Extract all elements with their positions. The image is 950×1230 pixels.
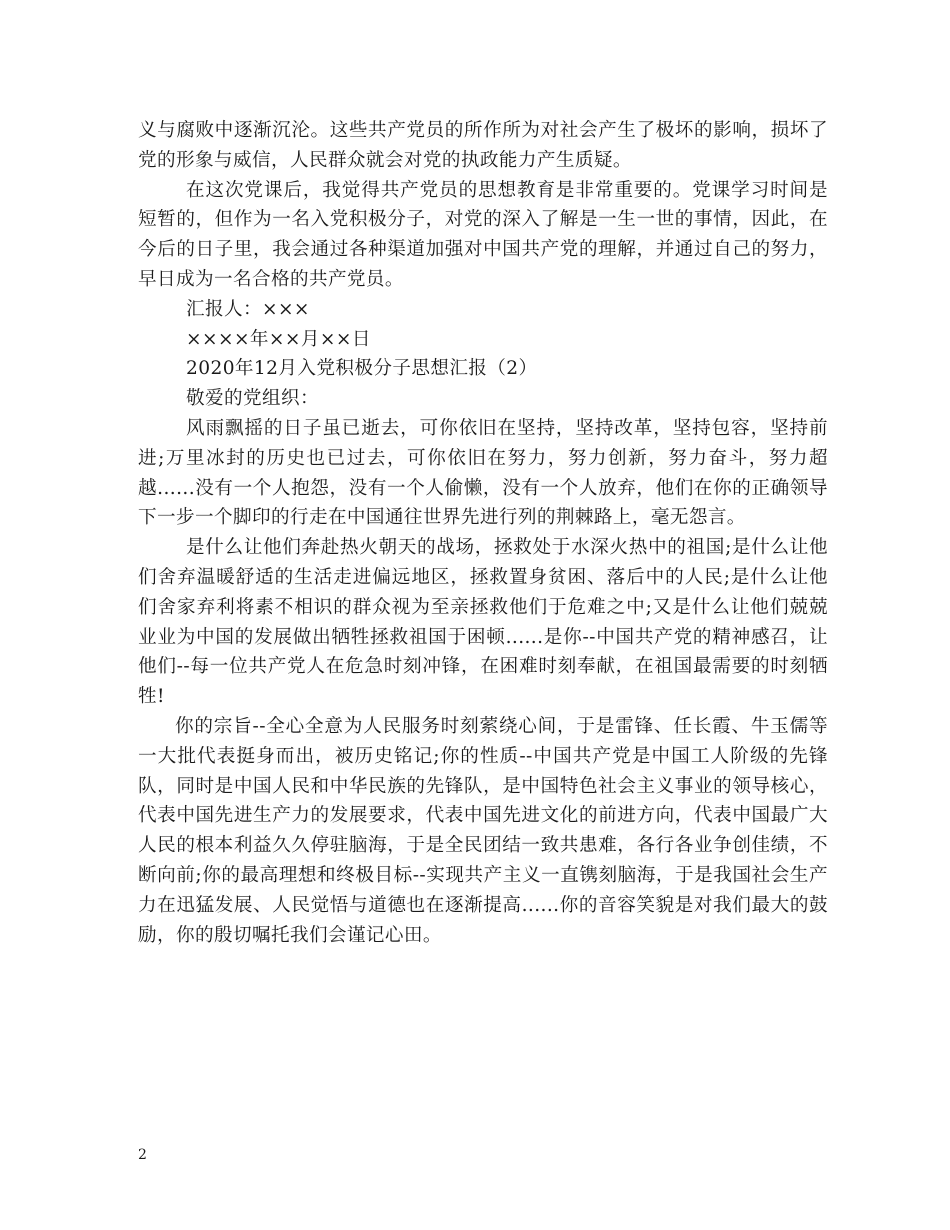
report-title: 2020年12月入党积极分子思想汇报（2） (186, 358, 538, 380)
date-line: ××××年××月××日 (186, 328, 371, 350)
salutation: 敬爱的党组织： (186, 388, 319, 410)
paragraph-reflection: 在这次党课后，我觉得共产党员的思想教育是非常重要的。党课学习时间是短暂的，但作为一名入党积极分子，对党的深入了解是一生一世的事情，因此，在今后的日子里，我会通过各种渠道加强对中国共产党的理解，并通过自己的努力，早日成为一名合格的共产党员。 (138, 179, 828, 290)
paragraph-continuation: 义与腐败中逐渐沉沦。这些共产党员的所作所为对社会产生了极坏的影响，损坏了党的形象与威信，人民群众就会对党的执政能力产生质疑。 (138, 120, 828, 171)
document-body (138, 116, 828, 950)
page-number: 2 (138, 1147, 147, 1163)
paragraph-purpose: 你的宗旨--全心全意为人民服务时刻萦绕心间，于是雷锋、任长霞、牛玉儒等一大批代表挺身而出，被历史铭记;你的性质--中国共产党是中国工人阶级的先锋队，同时是中国人民和中华民族的先锋队，是中国特色社会主义事业的领导核心，代表中国先进生产力的发展要求，代表中国先进文化的前进方向，代表中国最广大人民的根本利益久久停驻脑海，于是全民团结一致共患难，各行各业争创佳绩，不断向前;你的最高理想和终极目标--实现共产主义一直镌刻脑海，于是我国社会生产力在迅猛发展、人民觉悟与道德也在逐渐提高......你的音容笑貌是对我们最大的鼓励，你的殷切嘱托我们会谨记心田。 (138, 715, 828, 946)
paragraph-perseverance: 风雨飘摇的日子虽已逝去，可你依旧在坚持，坚持改革，坚持包容，坚持前进;万里冰封的历史也已过去，可你依旧在努力，努力创新，努力奋斗，努力超越......没有一个人抱怨，没有一个人偷懒，没有一个人放弃，他们在你的正确领导下一步一个脚印的行走在中国通往世界先进行列的荆棘路上，毫无怨言。 (138, 417, 828, 529)
reporter-line: 汇报人：××× (186, 298, 310, 320)
paragraph-spirit: 是什么让他们奔赴热火朝天的战场，拯救处于水深火热中的祖国;是什么让他们舍弃温暖舒适的生活走进偏远地区，拯救置身贫困、落后中的人民;是什么让他们舍家弃利将素不相识的群众视为至亲拯救他们于危难之中;又是什么让他们兢兢业业为中国的发展做出牺牲拯救祖国于困顿......是你--中国共产党的精神感召，让他们--每一位共产党人在危急时刻冲锋，在困难时刻奉献，在祖国最需要的时刻牺牲! (138, 537, 828, 708)
